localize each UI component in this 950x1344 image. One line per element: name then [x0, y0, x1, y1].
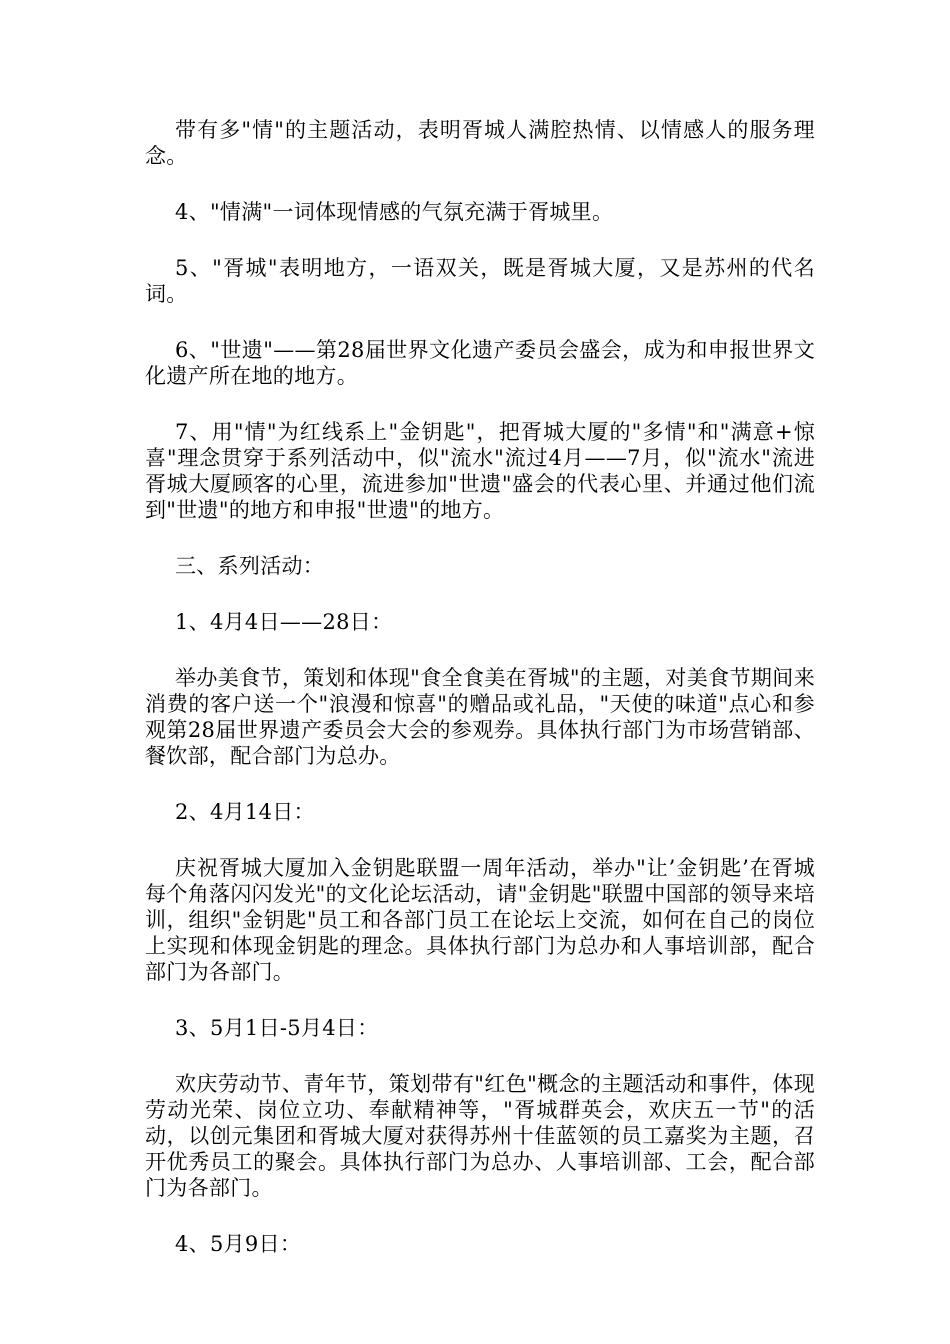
paragraph-item-7: 7、用"情"为红线系上"金钥匙"，把胥城大厦的"多情"和"满意+惊喜"理念贯穿于系列活动中，似"流水"流过4月——7月，似"流水"流进胥城大厦顾客的心里，流进参加"世遗"盛会的代表心里、并通过他们流到"世遗"的地方和申报"世遗"的地方。	[145, 420, 815, 522]
section-heading-activities: 三、系列活动：	[175, 554, 325, 578]
activity-3-description: 欢庆劳动节、青年节，策划带有"红色"概念的主题活动和事件，体现劳动光荣、岗位立功、奉献精神等，"胥城群英会，欢庆五一节"的活动，以创元集团和胥城大厦对获得苏州十佳蓝领的员工嘉奖为主题，召开优秀员工的聚会。具体执行部门为总办、人事培训部、工会，配合部门为各部门。	[145, 1072, 815, 1200]
activity-1-date: 1、4月4日——28日：	[175, 610, 393, 634]
activity-2-description: 庆祝胥城大厦加入金钥匙联盟一周年活动，举办"让’金钥匙’在胥城每个角落闪闪发光"的文化论坛活动，请"金钥匙"联盟中国部的领导来培训，组织"金钥匙"员工和各部门员工在论坛上交流，如何在自己的岗位上实现和体现金钥匙的理念。具体执行部门为总办和人事培训部，配合部门为各部门。	[145, 856, 815, 984]
paragraph-item-4: 4、"情满"一词体现情感的气氛充满于胥城里。	[175, 200, 614, 224]
activity-1-description: 举办美食节，策划和体现"食全食美在胥城"的主题，对美食节期间来消费的客户送一个"浪漫和惊喜"的赠品或礼品，"天使的味道"点心和参观第28届世界遗产委员会大会的参观券。具体执行部门为市场营销部、餐饮部，配合部门为总办。	[145, 666, 815, 768]
activity-2-date: 2、4月14日：	[175, 800, 315, 824]
paragraph-service-concept: 带有多"情"的主题活动，表明胥城人满腔热情、以情感人的服务理念。	[145, 118, 815, 168]
document-body	[145, 117, 815, 1287]
activity-3-date: 3、5月1日-5月4日：	[175, 1016, 379, 1040]
paragraph-item-5: 5、"胥城"表明地方，一语双关，既是胥城大厦，又是苏州的代名词。	[145, 256, 815, 306]
paragraph-item-6: 6、"世遗"——第28届世界文化遗产委员会盛会，成为和申报世界文化遗产所在地的地方。	[145, 338, 815, 388]
activity-4-date: 4、5月9日：	[175, 1232, 302, 1256]
